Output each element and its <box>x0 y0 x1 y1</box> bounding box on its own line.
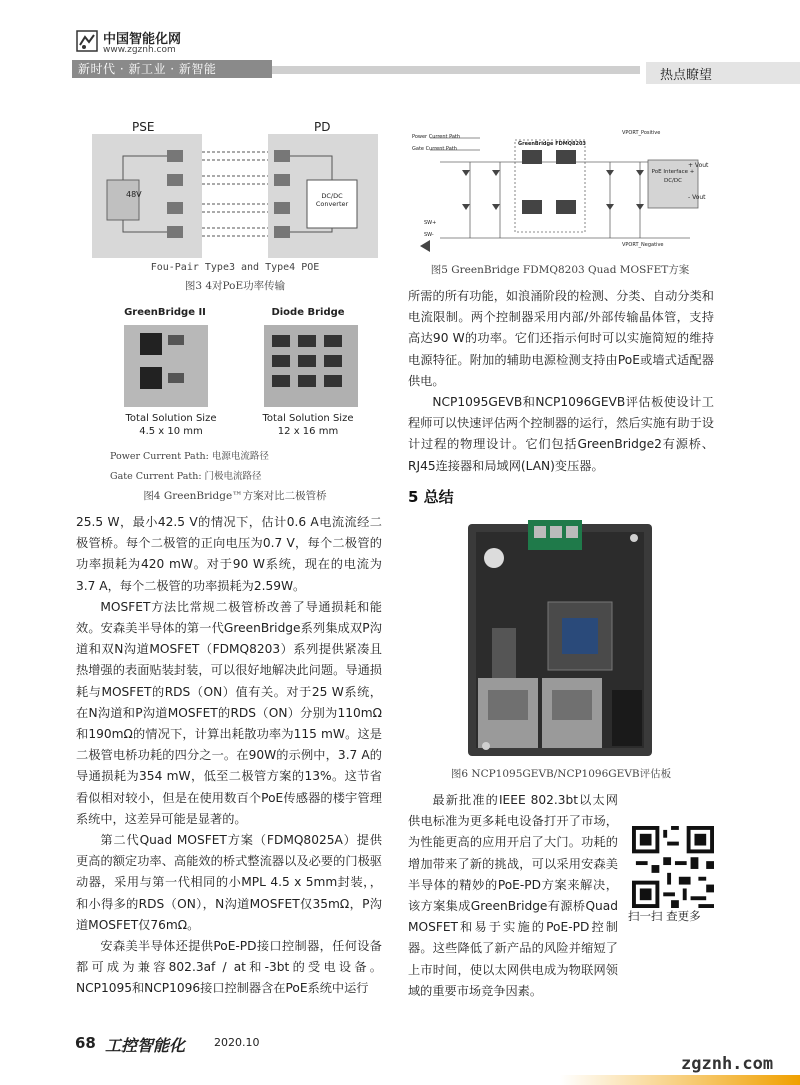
fig5-power-path: Power Current Path <box>412 134 461 140</box>
pd-label: PD <box>314 120 331 134</box>
left-size: 4.5 x 10 mm <box>139 426 203 437</box>
fig3-caption: 图3 4对PoE功率传输 <box>184 280 286 292</box>
issue-date: 2020.10 <box>214 1036 260 1049</box>
figure-4 <box>112 305 362 445</box>
fig4-caption: 图4 GreenBridge™方案对比二极管桥 <box>143 490 327 502</box>
qr-code-icon[interactable] <box>632 826 714 908</box>
right-paragraph-2: NCP1095GEVB和NCP1096GEVB评估板使设计工程师可以快速评估两个控制器的运行，然后实施有助于设计过程的物理设计。它们包括GreenBridge2有源桥、RJ45连接器和局域网(LAN)变压器。 <box>408 395 714 473</box>
fig5-vport-neg: VPORT_Negative <box>622 242 664 248</box>
left-paragraph-4: 安森美半导体还提供PoE-PD接口控制器，任何设备都可成为兼容802.3af / at和-3bt的受电设备。NCP1095和NCP1096接口控制器含在PoE系统中运行 <box>76 939 382 996</box>
section-label: 热点瞭望 <box>660 68 713 83</box>
slogan: 新时代 · 新工业 · 新智能 <box>78 62 217 76</box>
corner-accent <box>0 1075 800 1085</box>
magazine-name: 工控智能化 <box>105 1036 186 1055</box>
right-size-label: Total Solution Size <box>262 413 354 424</box>
site-name: 中国智能化网 <box>103 32 182 47</box>
section-heading: 5 总结 <box>408 488 454 506</box>
diode-bridge-title: Diode Bridge <box>271 307 345 318</box>
greenbridge-title: GreenBridge II <box>124 307 206 318</box>
fig5-caption: 图5 GreenBridge FDMQ8203 Quad MOSFET方案 <box>430 264 690 276</box>
right-paragraph-3-text: 最新批准的IEEE 802.3bt以太网供电标准为更多耗电设备打开了市场，为性能更高的应用开启了大门。功耗的增加带来了新的挑战，可以采用安森美半导体的精妙的PoE-PD方案来解决，该方案集成GreenBridge有源桥Quad MOSFET和易于实施的PoE-PD控制器。这些降低了新产品的风险并缩短了上市时间，使以太网供电成为物联网领域的重要市场竞争因素。 <box>408 793 618 998</box>
site-url: www.zgznh.com <box>103 45 176 55</box>
fig5-module: GreenBridge FDMQ8203 <box>518 141 586 147</box>
fig5-poe-box: PoE Interface + DC/DC <box>651 169 695 184</box>
right-paragraph-1: 所需的所有功能，如浪涌阶段的检测、分类、自动分类和电流限制。两个控制器采用内部/外部传输晶体管，支持高达90 W的功率。它们还指示何时可以实施简短的维持电源特征。附加的辅助电源检测支持由PoE或墙式适配器供电。 <box>408 289 714 388</box>
fig5-gate-path: Gate Current Path <box>412 146 457 152</box>
left-paragraph-2: MOSFET方法比常规二极管桥改善了导通损耗和能效。安森美半导体的第一代GreenBridge系列集成双P沟道和双N沟道MOSFET（FDMQ8203）系列提供紧凑且热增强的表面贴装封装，可以很好地解决此问题。导通损耗与MOSFET的RDS（ON）值有关。对于25 W系统，在N沟道和P沟道MOSFET的RDS（ON）分别为110mΩ和190mΩ的情况下，计算出耗散功率为115 mW。这是二极管电桥功耗的四分之一。在90W的示例中，3.7 A的导通损耗为354 mW，低至二极管方案的13%。这节省看似相对较小，但是在使用数百个PoE传感器的楼宇管理系统中，这差异可能是显著的。 <box>76 599 382 826</box>
qr-label: 扫一扫 查更多 <box>628 909 701 923</box>
site-logo-icon <box>76 30 98 52</box>
watermark: zgznh.com <box>681 1054 774 1074</box>
left-column <box>76 512 382 1000</box>
left-paragraph-3: 第二代Quad MOSFET方案（FDMQ8025A）提供更高的额定功率、高能效的桥式整流器以及必要的门极驱动器，采用与第一代相同的小MPL 4.5 x 5mm封装，，和小得多的RDS（ON），N沟道MOSFET仅35mΩ，P沟道MOSFET仅76mΩ。 <box>76 833 382 932</box>
figure-5 <box>410 128 712 252</box>
fig6-caption: 图6 NCP1095GEVB/NCP1096GEVB评估板 <box>450 768 672 780</box>
fig5-vout-neg: - Vout <box>688 194 706 201</box>
left-paragraph-1: 25.5 W，最小42.5 V的情况下，估计0.6 A电流流经二极管桥。每个二极管的正向电压为0.7 V，每个二极管的功率损耗为420 mW。对于90 W系统，现在的电流为3.7 A，每个二极管的功率损耗为2.59W。 <box>76 515 382 593</box>
right-size: 12 x 16 mm <box>277 426 339 437</box>
voltage-label: 48V <box>126 190 142 199</box>
fig5-sw-pos: SW+ <box>424 220 437 226</box>
fig4-note-power: Power Current Path: 电源电流路径 <box>110 451 269 462</box>
fig3-caption-en: Fou-Pair Type3 and Type4 POE <box>150 262 320 273</box>
pse-label: PSE <box>132 120 155 134</box>
fig5-vport-pos: VPORT_Positive <box>622 130 661 136</box>
page-number: 68 <box>75 1034 96 1052</box>
right-column-top <box>408 286 714 477</box>
left-size-label: Total Solution Size <box>125 413 217 424</box>
fig5-vout-pos: + Vout <box>688 162 709 169</box>
fig5-sw-neg: SW- <box>424 232 434 238</box>
figure-3 <box>92 122 378 258</box>
figure-6 <box>462 518 654 758</box>
converter-label: DC/DC Converter <box>315 192 349 208</box>
fig4-note-gate: Gate Current Path: 门极电流路径 <box>110 471 262 482</box>
